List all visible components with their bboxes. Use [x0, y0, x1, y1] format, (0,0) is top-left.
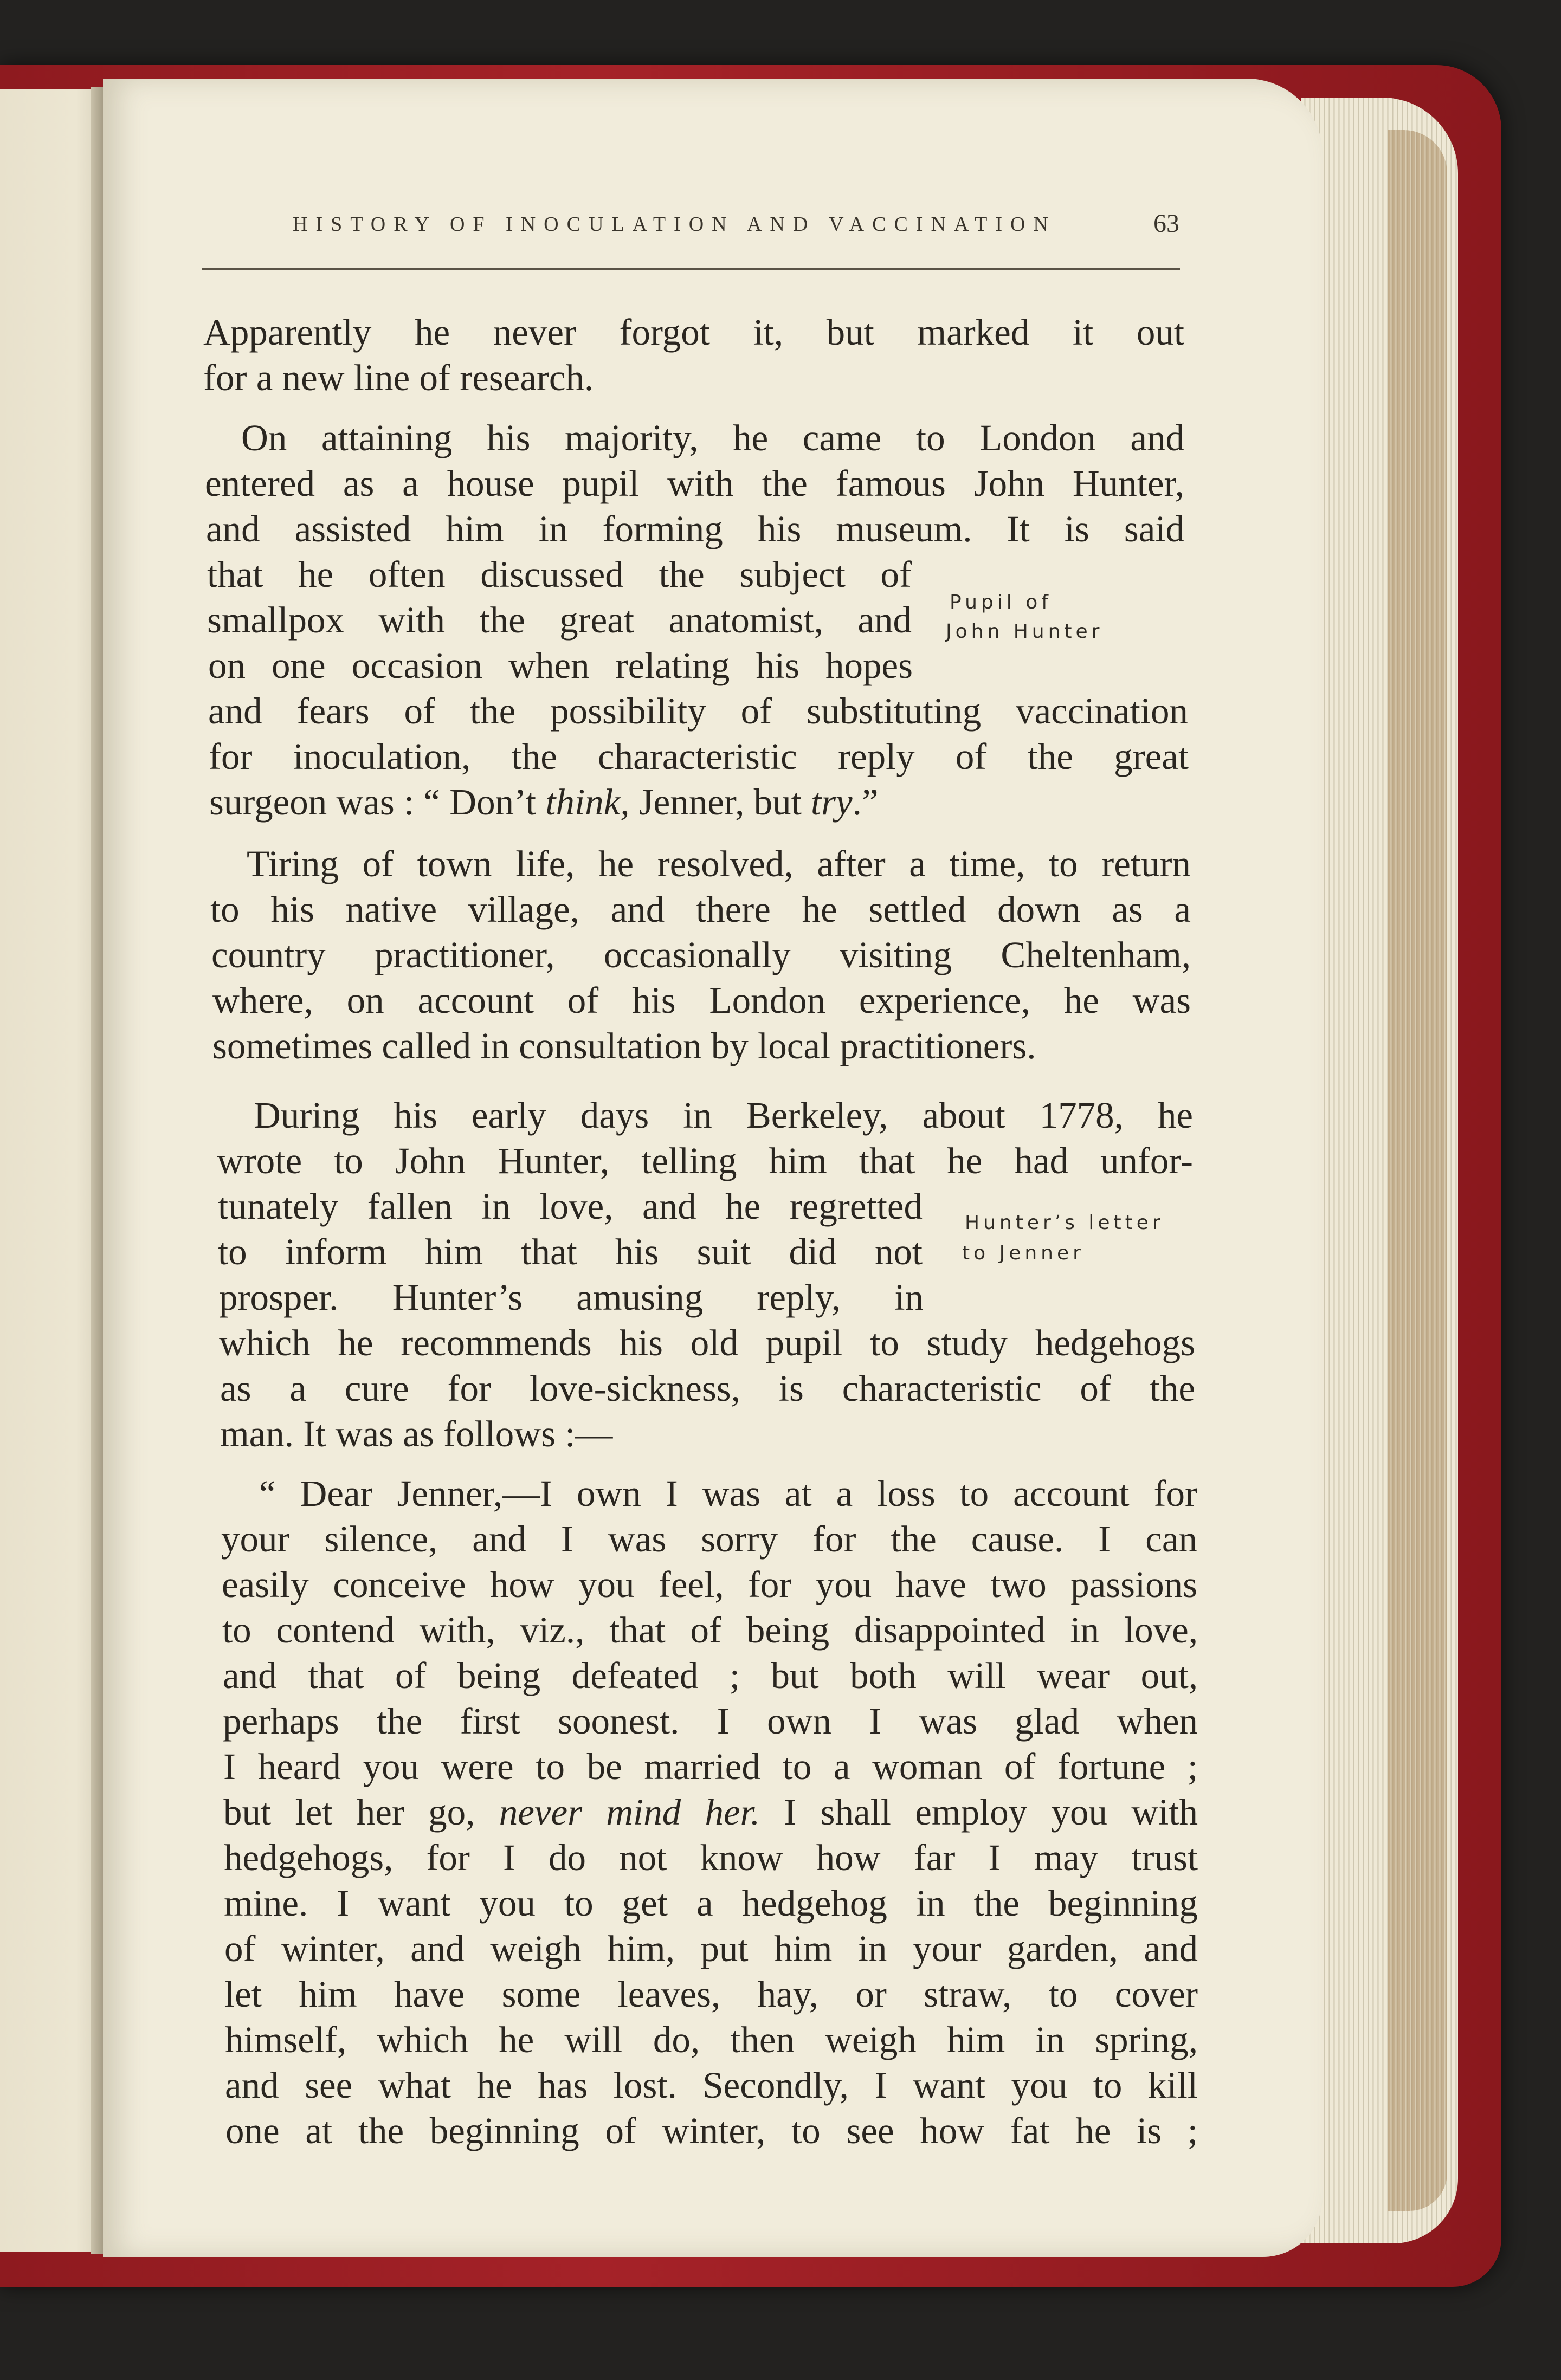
text-line: on one occasion when relating his hopes [208, 645, 913, 686]
text-line: “ Dear Jenner,—I own I was at a loss to account for [259, 1473, 1197, 1514]
text-line: that he often discussed the subject of [207, 554, 912, 595]
text-line: entered as a house pupil with the famous John Hunter, [205, 463, 1184, 504]
italic-text: never mind her. [499, 1792, 760, 1833]
text-line: sometimes called in consultation by local practitioners. [212, 1025, 1036, 1066]
header-rule [202, 268, 1180, 270]
text-line: for a new line of research. [203, 357, 594, 398]
text-line: hedgehogs, for I do not know how far I may trust [224, 1837, 1198, 1878]
text-line: and that of being defeated ; but both will wear out, [223, 1655, 1198, 1696]
text-run: Jenner, but [629, 781, 811, 823]
text-line: himself, which he will do, then weigh him in spring, [225, 2019, 1198, 2060]
text-line: Apparently he never forgot it, but marked it out [203, 312, 1184, 353]
text-run: .” [852, 781, 879, 823]
text-line: perhaps the first soonest. I own I was glad when [223, 1700, 1198, 1742]
side-note: John Hunter [946, 620, 1104, 643]
page-edges-shadow [1388, 130, 1447, 2211]
text-line: prosper. Hunter’s amusing reply, in [219, 1277, 924, 1318]
text-line: wrote to John Hunter, telling him that he had unfor- [217, 1140, 1193, 1181]
text-line: smallpox with the great anatomist, and [207, 599, 912, 641]
italic-text: try [811, 781, 853, 823]
running-head: HISTORY OF INOCULATION AND VACCINATION [293, 213, 1056, 236]
side-note: Hunter’s letter [965, 1212, 1164, 1234]
text-line: easily conceive how you feel, for you have two passions [222, 1564, 1197, 1605]
text-line: one at the beginning of winter, to see how fat he is ; [225, 2110, 1198, 2151]
text-line: to inform him that his suit did not [218, 1231, 923, 1272]
side-note: to Jenner [962, 1242, 1085, 1264]
text-line: I heard you were to be married to a woman of fortune ; [223, 1746, 1198, 1787]
text-line: as a cure for love-sickness, is characteristic of the [220, 1368, 1195, 1409]
text-line-mixed [223, 1789, 1198, 1835]
text-line: to contend with, viz., that of being disappointed in love, [222, 1609, 1198, 1651]
text-line: for inoculation, the characteristic reply of the great [209, 736, 1189, 777]
text-line: of winter, and weigh him, put him in your garden, and [224, 1928, 1198, 1969]
text-line: to his native village, and there he settled down as a [210, 889, 1191, 930]
text-line: your silence, and I was sorry for the cause. I can [221, 1518, 1197, 1560]
side-note: Pupil of [950, 591, 1052, 613]
text-line: tunately fallen in love, and he regretted [218, 1186, 923, 1227]
text-run: but let her go, [223, 1792, 475, 1833]
text-line: Tiring of town life, he resolved, after a time, to return [247, 843, 1191, 884]
text-line: which he recommends his old pupil to study hedgehogs [219, 1322, 1195, 1363]
italic-text: think, [545, 781, 630, 823]
text-line: where, on account of his London experience, he was [212, 980, 1191, 1021]
text-line: During his early days in Berkeley, about 1778, he [254, 1095, 1193, 1136]
text-run: surgeon was : “ Don’t [209, 781, 537, 823]
text-line: country practitioner, occasionally visiting Cheltenham, [211, 934, 1191, 975]
page-number: 63 [1153, 209, 1179, 238]
text-line: and assisted him in forming his museum. It is said [206, 508, 1184, 549]
text-line: and fears of the possibility of substituting vaccination [208, 690, 1188, 732]
text-line: man. It was as follows :— [220, 1413, 613, 1454]
text-line: mine. I want you to get a hedgehog in the beginning [224, 1883, 1198, 1924]
text-line: let him have some leaves, hay, or straw, to cover [224, 1974, 1198, 2015]
text-line: and see what he has lost. Secondly, I want you to kill [225, 2065, 1198, 2106]
text-line-mixed [209, 779, 914, 825]
text-line: On attaining his majority, he came to London and [241, 417, 1184, 458]
text-run: I shall employ you with [760, 1792, 1198, 1833]
